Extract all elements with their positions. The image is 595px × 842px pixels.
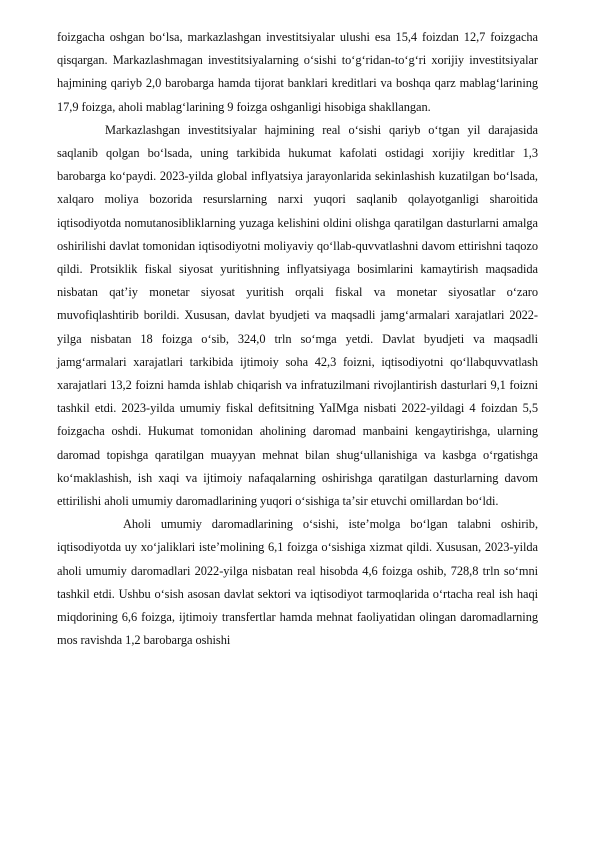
paragraph-1: foizgacha oshgan boʻlsa, markazlashgan investitsiyalar ulushi esa 15,4 foizdan 12,7 foizgacha qisqargan. Markazlashmagan investitsiyalarning oʻsishi toʻgʻridan-toʻgʻri xorijiy investitsiyalar hajmining qariyb 2,0 barobarga hamda tijorat banklari kreditlari va boshqa qarz mablagʻlarining 17,9 foizga, aholi mablagʻlarining 9 foizga oshganligi hisobiga shakllangan. [57,30,538,114]
paragraph-2: Markazlashgan investitsiyalar hajmining real oʻsishi qariyb oʻtgan yil darajasida saqlanib qolgan boʻlsada, uning tarkibida hukumat kafolati ostidagi xorijiy kreditlar 1,3 barobarga koʻpaydi. 2023-yilda global inflyatsiya jarayonlarida sekinlashish kuzatilgan boʻlsada, xalqaro moliya bozorida resurslarning narxi yuqori saqlanib qolayotganligi sharoitida iqtisodiyotda nomutanosibliklarning yuzaga kelishini oldini olishga qaratilgan dasturlarni amalga oshirilishi davlat tomonidan iqtisodiyotni moliyaviy qoʻllab-quvvatlashni davom ettirishni taqozo qildi. Protsiklik fiskal siyosat yuritishning inflyatsiyaga bosimlarini kamaytirish maqsadida nisbatan qatʼiy monetar siyosat yuritish orqali fiskal va monetar siyosatlar oʻzaro muvofiqlashtirib borildi. Xususan, davlat byudjeti va maqsadli jamgʻarmalari xarajatlari 2022-yilga nisbatan 18 foizga oʻsib, 324,0 trln soʻmga yetdi. Davlat byudjeti va maqsadli jamgʻarmalari xarajatlari tarkibida ijtimoiy soha 42,3 foizni, iqtisodiyotni qoʻllabquvvatlash xarajatlari 13,2 foizni hamda ishlab chiqarish va infratuzilmani rivojlantirish dasturlari 9,1 foizni tashkil etdi. 2023-yilda umumiy fiskal defitsitning YaIMga nisbati 2022-yildagi 4 foizdan 5,5 foizgacha oshdi. Hukumat tomonidan aholining daromad manbaini kengaytirishga, ularning daromad topishga qaratilgan muayyan mehnat bilan shugʻullanishiga va kasbga oʻrgatishga koʻmaklashish, ish xaqi va ijtimoiy nafaqalarning oshirishga qaratilgan dasturlarning davom ettirilishi aholi umumiy daromadlarining yuqori oʻsishiga taʼsir etuvchi omillardan boʻldi. [57,122,538,509]
document-page [57,0,538,652]
paragraph-3: Aholi umumiy daromadlarining o‘sishi, iste’molga bo‘lgan talabni oshirib, iqtisodiyotda uy xo‘jaliklari iste’molining 6,1 foizga o‘sishiga xizmat qildi. Xususan, 2023-yilda aholi umumiy daromadlari 2022-yilga nisbatan real hisobda 4,6 foizga oshib, 728,8 trln soʻmni tashkil etdi. Ushbu oʻsish asosan davlat sektori va iqtisodiyot tarmoqlarida oʻrtacha real ish haqi miqdorining 6,6 foizga, ijtimoiy transfertlar hamda mehnat faoliyatidan olingan daromadlarning mos ravishda 1,2 barobarga oshishi [57,517,538,648]
